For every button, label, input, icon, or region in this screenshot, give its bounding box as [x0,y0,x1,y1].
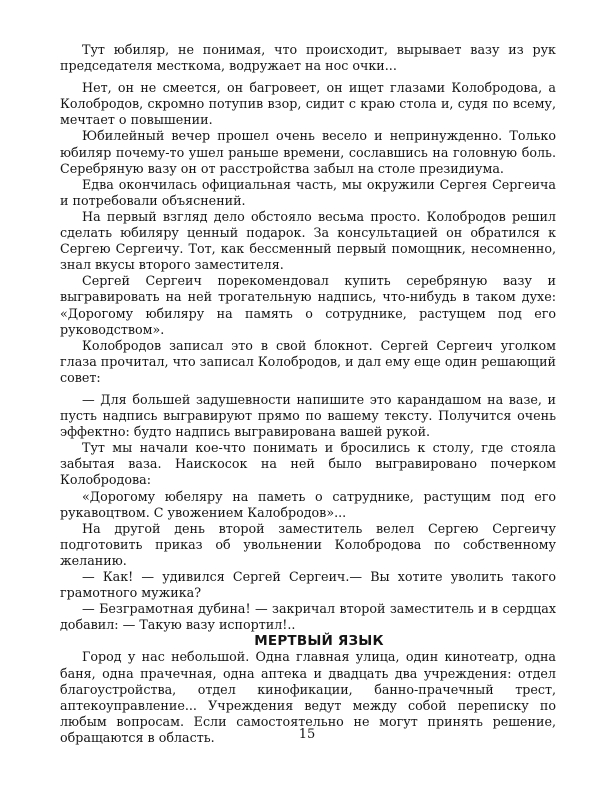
paragraph: — Для большей задушевности напишите это карандашом на вазе, и пусть надпись выгравируют прямо по вашему тексту. Получится очень эффектно: будто надпись выгравирована вашей рукой. [60,391,556,440]
paragraph: Тут юбиляр, не понимая, что происходит, вырывает вазу из рук председателя месткома, водружает на нос очки... [60,42,556,74]
paragraph: Едва окончилась официальная часть, мы окружили Сергея Сергеича и потребовали объяснений. [60,176,556,208]
paragraph: Юбилейный вечер прошел очень весело и непринужденно. Только юбиляр почему-то ушел раньше времени, сославшись на головную боль. Серебряную вазу он от расстройства забыл на столе президиума. [60,128,556,176]
page-number: 15 [298,727,316,742]
paragraph: На первый взгляд дело обстояло весьма просто. Колобродов решил сделать юбиляру ценный подарок. За консультацией он обратился к Сергею Сергеичу. Тот, как бессменный первый помощник, несомненно, знал вкусы второго заместителя. [60,208,556,273]
section-heading: МЕРТВЫЙ ЯЗЫК [254,633,384,650]
paragraph: Тут мы начали кое-что понимать и бросились к столу, где стояла забытая ваза. Наискосок на ней было выгравировано почерком Колобродова: [60,440,556,488]
paragraph: Город у нас небольшой. Одна главная улица, один кинотеатр, одна баня, одна прачечная, одна аптека и двадцать два учреждения: отдел благоустройства, отдел кинофикации, банно-прачечный трест, аптекоуправление... Учреждения ведут между собой переписку по любым вопросам. Если самостоятельно не могут принять решение, обращаются в область. [60,649,556,745]
paragraph: Сергей Сергеич порекомендовал купить серебряную вазу и выгравировать на ней трогательную надпись, что-нибудь в таком духе: «Дорогому юбиляру на память о сотруднике, растущем под его руководством». [60,273,556,337]
paragraph: — Как! — удивился Сергей Сергеич.— Вы хотите уволить такого грамотного мужика? [60,569,556,601]
paragraph: — Безграмотная дубина! — закричал второй заместитель и в сердцах добавил: — Такую вазу испортил!.. [60,601,556,633]
paragraph: Колобродов записал это в свой блокнот. Сергей Сергеич уголком глаза прочитал, что записал Колобродов, и дал ему еще один решающий совет: [60,337,556,385]
paragraph: На другой день второй заместитель велел Сергею Сергеичу подготовить приказ об увольнении Колобродова по собственному желанию. [60,520,556,568]
page-text [60,42,556,746]
paragraph: «Дорогому юбеляру на паметь о сатруднике, растущим под его рукавоцтвом. С увожением Калобродов»... [60,488,556,520]
paragraph: Нет, он не смеется, он багровеет, он ищет глазами Колобродова, а Колобродов, скромно потупив взор, сидит с краю стола и, судя по всему, мечтает о повышении. [60,80,556,128]
